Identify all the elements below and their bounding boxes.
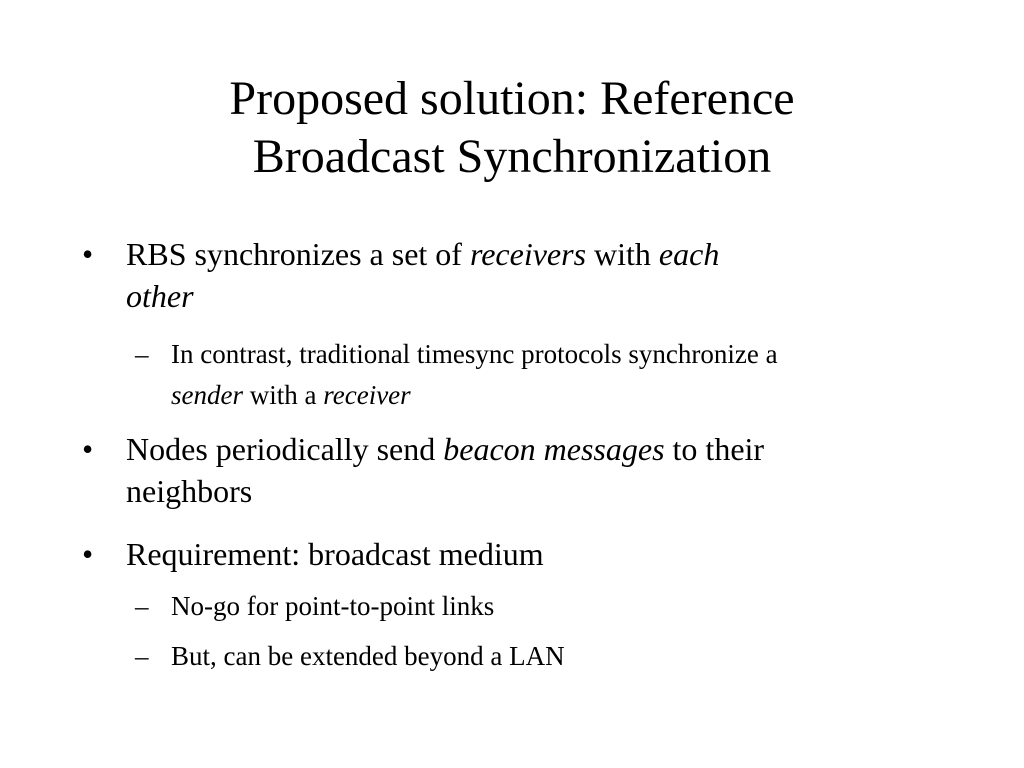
bullet-text <box>126 233 719 317</box>
text-run: with <box>586 236 659 272</box>
bullet-line <box>126 428 764 470</box>
bullet-line <box>126 233 719 275</box>
text-run: with a <box>242 380 324 410</box>
bullet-marker: • <box>82 431 94 467</box>
subbullet-line: No-go for point-to-point links <box>171 591 495 621</box>
subbullet-text <box>171 334 778 416</box>
title-line-1: Proposed solution: Reference <box>229 72 795 125</box>
emphasis-other: other <box>126 278 194 314</box>
subbullet-line <box>171 375 778 416</box>
subbullet-marker: – <box>135 591 149 621</box>
text-run: Nodes periodically send <box>126 431 444 467</box>
title-line-2: Broadcast Synchronization <box>252 130 772 183</box>
text-run: RBS synchronizes a set of <box>126 236 470 272</box>
emphasis-beacon-messages: beacon messages <box>443 431 665 467</box>
bullet-line <box>126 275 719 317</box>
emphasis-receiver: receiver <box>323 380 411 410</box>
emphasis-sender: sender <box>171 380 243 410</box>
emphasis-receivers: receivers <box>469 236 587 272</box>
subbullet-text <box>171 586 494 627</box>
bullet-line: Requirement: broadcast medium <box>126 536 544 572</box>
subbullet-text <box>171 636 565 677</box>
subbullet-line: In contrast, traditional timesync protocols synchronize a <box>171 339 778 369</box>
subbullet-marker: – <box>135 339 149 369</box>
slide-title <box>60 70 964 186</box>
bullet-marker: • <box>82 536 94 572</box>
bullet-text <box>126 428 764 512</box>
subbullet-marker: – <box>135 641 149 671</box>
text-run: to their <box>664 431 765 467</box>
bullet-line: neighbors <box>126 473 253 509</box>
bullet-text <box>126 533 544 575</box>
bullet-marker: • <box>82 236 94 272</box>
emphasis-each: each <box>658 236 720 272</box>
subbullet-line: But, can be extended beyond a LAN <box>171 641 565 671</box>
